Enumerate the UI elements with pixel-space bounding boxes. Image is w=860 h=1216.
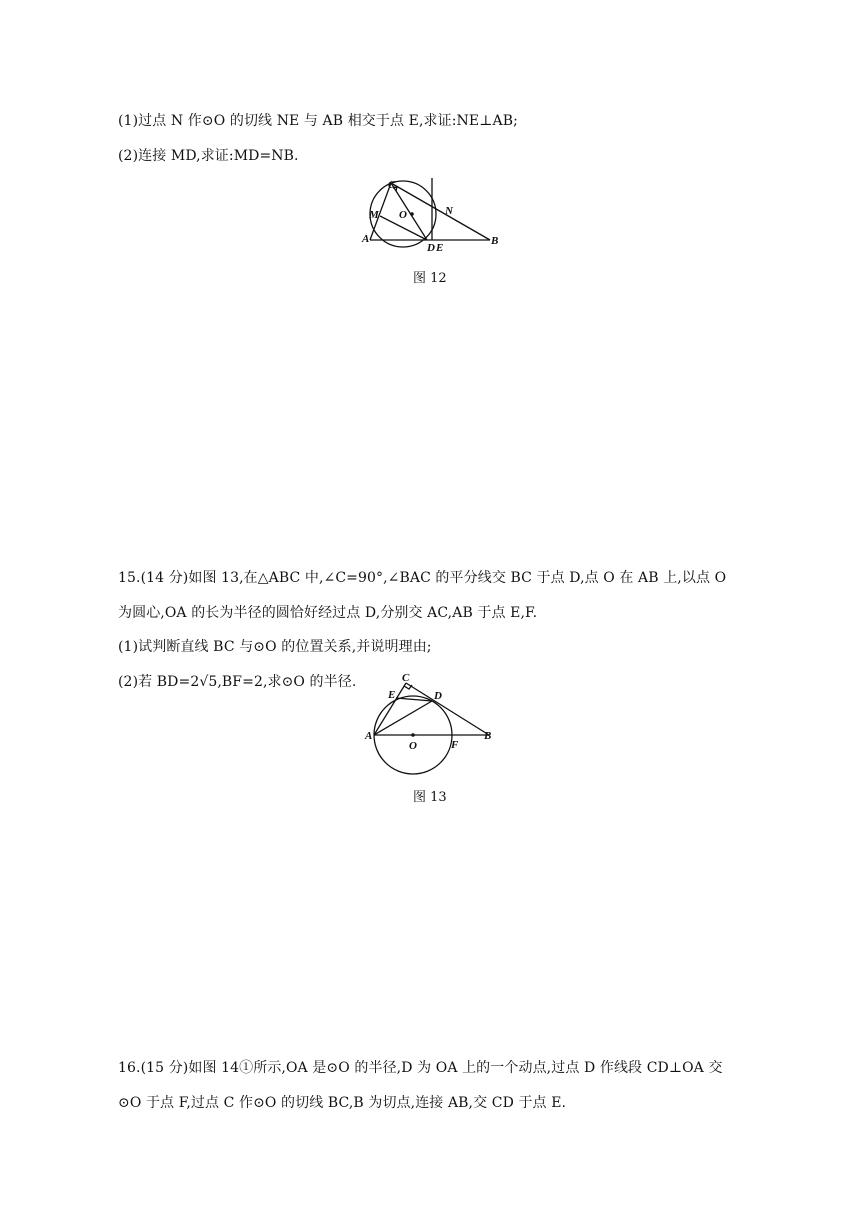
label-b: B	[484, 730, 492, 742]
figure-12-caption: 图 12	[413, 271, 447, 286]
label-n: N	[445, 205, 453, 217]
label-b: B	[491, 235, 499, 247]
label-d: D	[427, 242, 435, 254]
q15-line2-text: 为圆心,OA 的长为半径的圆恰好经过点 D,分别交 AC,AB 于点 E,F.	[118, 605, 538, 621]
q15-part2-text: (2)若 BD=2√5,BF=2,求⊙O 的半径.	[118, 674, 357, 690]
label-e: E	[388, 689, 396, 701]
q15-line1-text: 15.(14 分)如图 13,在△ABC 中,∠C=90°,∠BAC 的平分线交 BC 于点 D,点 O 在 AB 上,以点 O	[118, 570, 727, 586]
figure-13-caption: 图 13	[413, 790, 447, 805]
segment-ad	[374, 701, 432, 735]
label-c: C	[402, 672, 410, 684]
label-e: E	[436, 242, 444, 254]
center-dot-o	[410, 212, 414, 216]
label-a: A	[365, 730, 373, 742]
label-o: O	[399, 209, 407, 221]
figure-12	[360, 176, 510, 258]
q15-part1-text: (1)试判断直线 BC 与⊙O 的位置关系,并说明理由;	[118, 639, 432, 655]
label-a: A	[362, 233, 370, 245]
q14-part1-text: (1)过点 N 作⊙O 的切线 NE 与 AB 相交于点 E,求证:NE⊥AB;	[118, 113, 518, 129]
right-angle-mark-c	[404, 685, 412, 689]
label-m: M	[369, 209, 379, 221]
label-c: C	[388, 179, 396, 191]
label-o: O	[409, 740, 417, 752]
center-dot-o	[411, 733, 415, 737]
q14-part2-text: (2)连接 MD,求证:MD=NB.	[118, 148, 299, 164]
label-f: F	[451, 739, 459, 751]
label-d: D	[434, 690, 442, 702]
figure-13	[364, 670, 504, 776]
q16-line2-text: ⊙O 于点 F,过点 C 作⊙O 的切线 BC,B 为切点,连接 AB,交 CD 于点 E.	[118, 1095, 567, 1111]
q16-line1-text: 16.(15 分)如图 14①所示,OA 是⊙O 的半径,D 为 OA 上的一个动点,过点 D 作线段 CD⊥OA 交	[118, 1060, 723, 1076]
